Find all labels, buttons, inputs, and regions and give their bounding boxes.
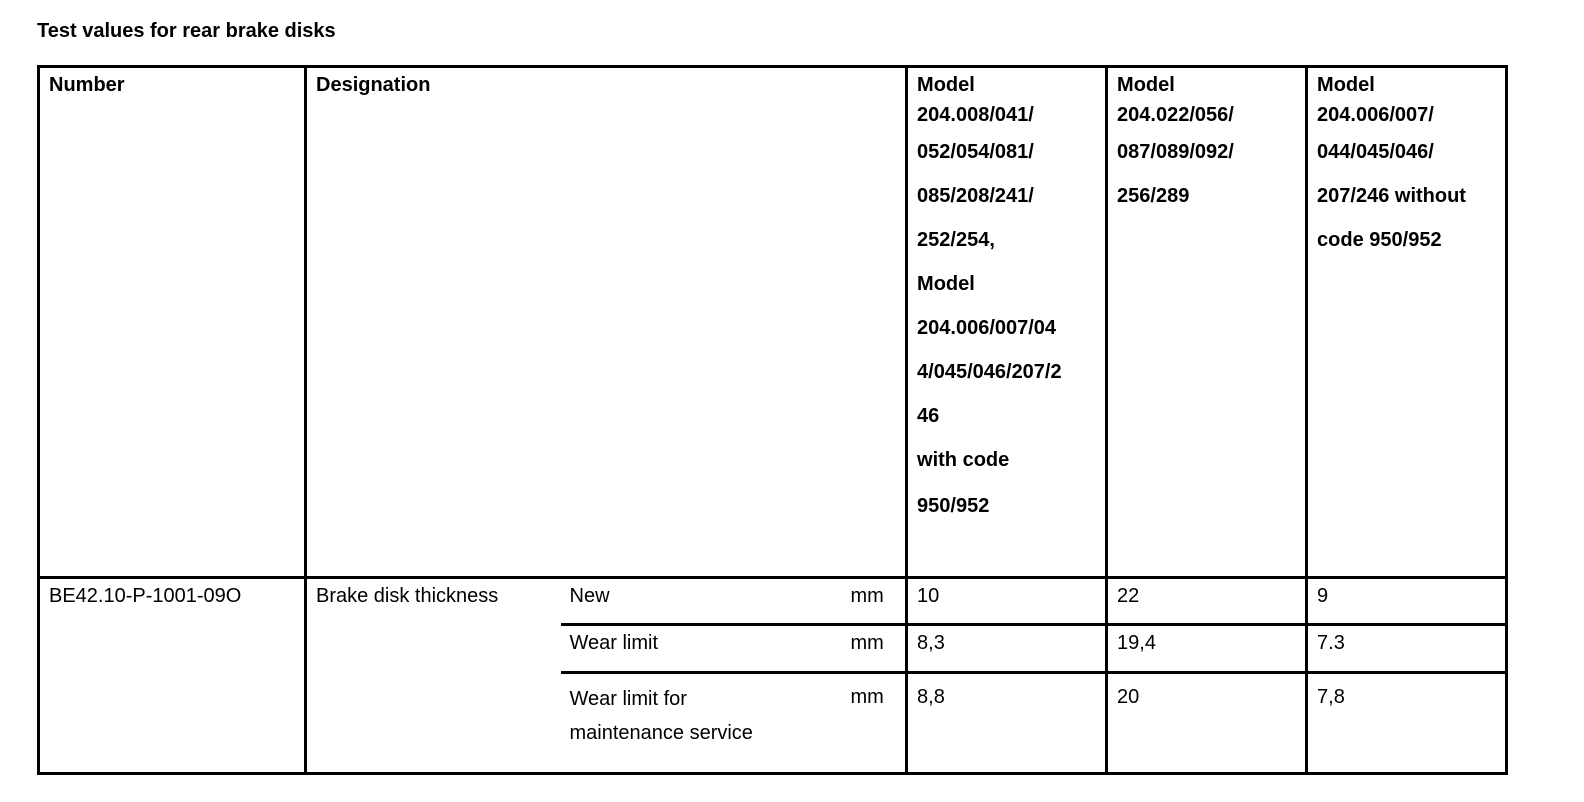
- document-number: BE42.10-P-1001-09O: [39, 578, 306, 774]
- row-unit: mm: [842, 673, 907, 774]
- test-values-table: [37, 65, 1508, 775]
- row-label: Wear limit for maintenance service: [569, 688, 753, 744]
- designation-cell: Brake disk thickness: [316, 585, 499, 607]
- header-designation: Designation: [306, 67, 907, 578]
- header-model-a: Model 204.008/041/ 052/054/081/ 085/208/241/ 252/254, Model 204.006/007/04 4/045/046/207/2 46 with code 950/952: [907, 67, 1107, 578]
- table-row: [39, 578, 1507, 625]
- row-label: Wear limit: [561, 625, 842, 673]
- header-model-b: Model 204.022/056/ 087/089/092/ 256/289: [1107, 67, 1307, 578]
- value-model-b: 20: [1107, 673, 1307, 774]
- header-number: Number: [39, 67, 306, 578]
- row-label: New: [561, 578, 842, 625]
- value-model-a: 10: [907, 578, 1107, 625]
- value-model-c: 7.3: [1307, 625, 1507, 673]
- value-model-c: 9: [1307, 578, 1507, 625]
- header-row: [39, 67, 1507, 578]
- value-model-a: 8,3: [907, 625, 1107, 673]
- header-model-c: Model 204.006/007/ 044/045/046/ 207/246 without code 950/952: [1307, 67, 1507, 578]
- value-model-c: 7,8: [1317, 686, 1345, 708]
- row-unit: mm: [842, 578, 907, 625]
- row-unit: mm: [842, 625, 907, 673]
- value-model-b: 22: [1107, 578, 1307, 625]
- value-model-a: 8,8: [907, 673, 1107, 774]
- value-model-b: 19,4: [1107, 625, 1307, 673]
- page-title: Test values for rear brake disks: [37, 20, 336, 42]
